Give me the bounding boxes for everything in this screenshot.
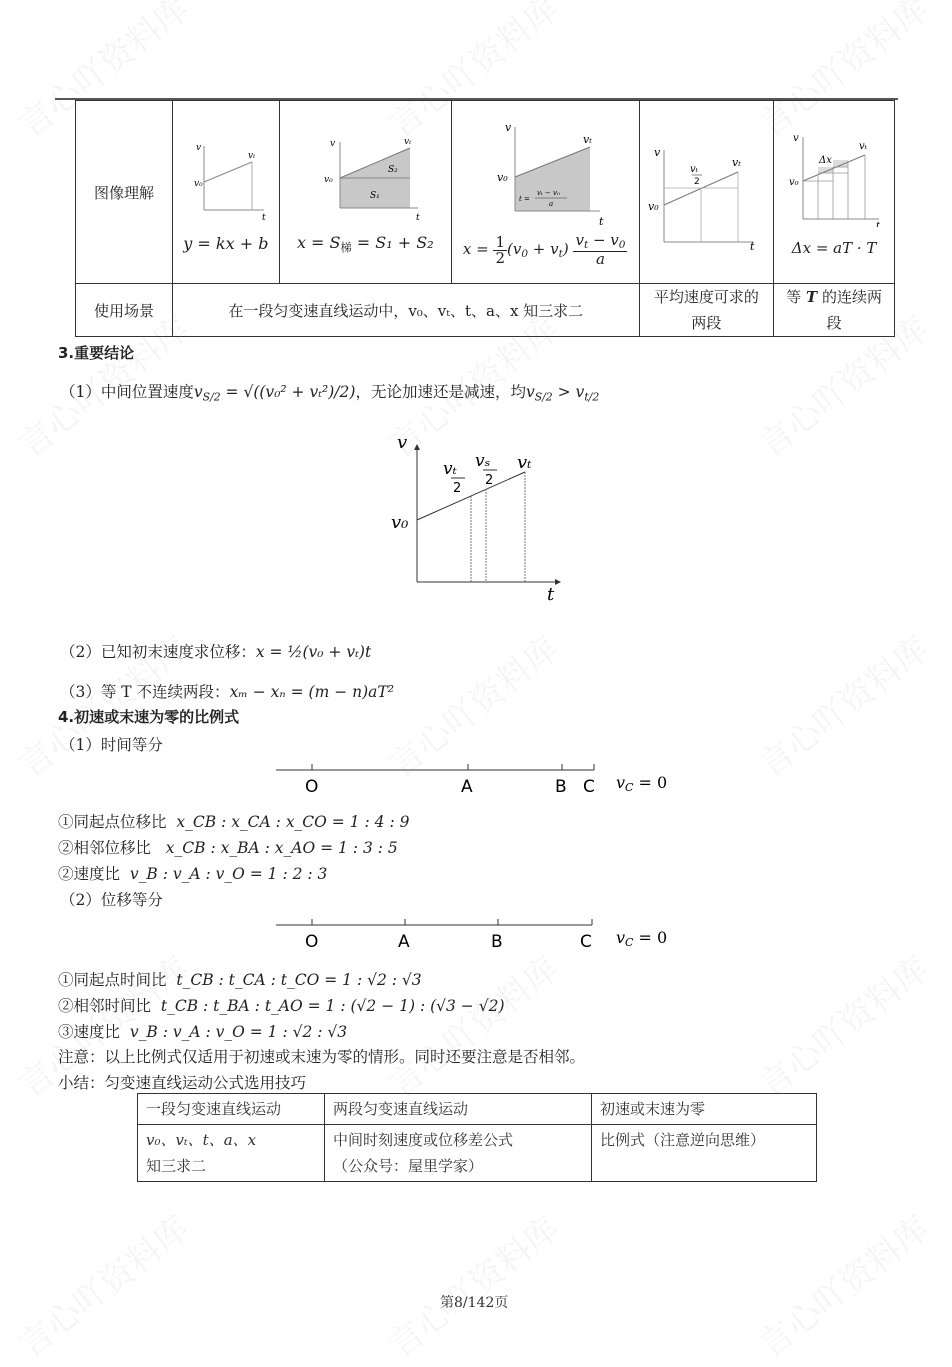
- graph-cell-average: [639, 101, 774, 284]
- watermark: [747, 942, 938, 1106]
- vt-graph-linear: [176, 132, 276, 222]
- number-line-displacement: [270, 913, 680, 953]
- svg-text:t: t: [261, 212, 266, 222]
- vt-graph-average: [646, 130, 766, 250]
- number-line-time: [270, 758, 680, 798]
- svg-text:vₜ: vₜ: [517, 452, 532, 473]
- watermark: [747, 622, 938, 786]
- svg-text:C: C: [580, 932, 592, 952]
- svg-text:vₜ − v₀: vₜ − v₀: [537, 189, 560, 198]
- watermark: [377, 1202, 568, 1366]
- row-label-graph: 图像理解: [76, 101, 173, 284]
- svg-text:t: t: [876, 221, 881, 227]
- watermark: [747, 1202, 938, 1366]
- vt-graph-delta: [779, 127, 889, 227]
- svg-text:v₀: v₀: [497, 171, 508, 185]
- summary-cell-1: v₀、vₜ、t、a、x 知三求二: [138, 1125, 325, 1182]
- svg-text:2: 2: [485, 473, 494, 488]
- ratio-disp-2: ②相邻时间比 t_CB : t_BA : t_AO = 1 : (√2 − 1) : (√3 − √2): [58, 997, 505, 1015]
- formula-linear: y = kx + b: [183, 233, 269, 253]
- vt-graph-area: [475, 117, 615, 227]
- section-3-title: 3.重要结论: [58, 344, 135, 362]
- subsection-time-equal: （1）时间等分: [60, 736, 163, 754]
- svg-text:t: t: [750, 240, 755, 250]
- graph-cell-linear: [172, 101, 279, 284]
- svg-text:t: t: [547, 584, 555, 605]
- summary-caption: 小结：匀变速直线运动公式选用技巧: [58, 1074, 307, 1092]
- conclusion-3: （3）等 T 不连续两段：xₘ − xₙ = (m − n)aT²: [60, 683, 394, 701]
- svg-text:v₀: v₀: [789, 177, 799, 188]
- svg-text:v: v: [195, 142, 201, 153]
- svg-text:vₜ: vₜ: [732, 156, 742, 169]
- svg-text:t: t: [416, 213, 420, 224]
- watermark: [7, 1202, 198, 1366]
- page-number: 第8/142页: [440, 1295, 509, 1311]
- svg-text:v: v: [654, 146, 661, 159]
- svg-text:A: A: [461, 777, 473, 797]
- note: 注意：以上比例式仅适用于初速或末速为零的情形。同时还要注意是否相邻。: [58, 1048, 586, 1066]
- svg-text:vₜ: vₜ: [247, 150, 256, 161]
- graph-cell-delta: [774, 101, 895, 284]
- summary-table: [137, 1093, 817, 1182]
- conclusion-1: （1）中间位置速度$v_{S/2} = √((v_0^2 + v_t^2)/2)$，无论加速还是减速，均$v_{S/2} > v_{t/2}$: [60, 383, 600, 404]
- summary-header-3: 初速或末速为零: [592, 1094, 817, 1125]
- svg-text:A: A: [398, 932, 410, 952]
- graph-cell-area: [451, 101, 639, 284]
- vt-graph-midpoints: [385, 428, 575, 608]
- svg-text:2: 2: [694, 177, 701, 187]
- usage-equal-t: 等 T 的连续两段: [774, 284, 895, 337]
- ratio-disp-1: ①同起点时间比 t_CB : t_CA : t_CO = 1 : √2 : √3: [58, 971, 422, 989]
- svg-text:vₜ: vₜ: [404, 137, 412, 148]
- svg-text:S₁: S₁: [370, 191, 381, 202]
- ratio-disp-3: ③速度比 v_B : v_A : v_O = 1 : √2 : √3: [58, 1023, 348, 1041]
- section-4-title: 4.初速或末速为零的比例式: [58, 708, 240, 726]
- svg-text:v: v: [793, 133, 799, 144]
- svg-text:B: B: [491, 932, 503, 952]
- subsection-displacement-equal: （2）位移等分: [60, 891, 163, 909]
- svg-text:O: O: [305, 932, 319, 952]
- row-label-usage: 使用场景: [76, 284, 173, 337]
- svg-text:O: O: [305, 777, 319, 797]
- usage-average: 平均速度可求的两段: [639, 284, 774, 337]
- formula-delta: Δx = aT · T: [791, 239, 877, 257]
- svg-text:C: C: [583, 777, 595, 797]
- svg-text:t: t: [599, 215, 604, 228]
- svg-text:v: v: [505, 121, 512, 135]
- formula-table: [75, 100, 895, 337]
- svg-text:v: v: [330, 139, 336, 150]
- svg-text:t =: t =: [519, 195, 531, 204]
- svg-text:vₜ: vₜ: [690, 164, 699, 175]
- svg-text:v₀: v₀: [193, 178, 203, 189]
- svg-text:vC = 0: vC = 0: [616, 928, 668, 949]
- graph-cell-trapezoid: [279, 101, 451, 284]
- svg-text:vₜ: vₜ: [859, 141, 868, 152]
- summary-header-1: 一段匀变速直线运动: [138, 1094, 325, 1125]
- formula-area: x = $\frac{1}{2}$ $(v_0 + v_t)$ $\frac{v_t - v_0}{a}$: [462, 231, 626, 268]
- svg-text:Δx: Δx: [819, 155, 832, 166]
- summary-cell-3: 比例式（注意逆向思维）: [592, 1125, 817, 1182]
- svg-text:vC = 0: vC = 0: [616, 773, 668, 794]
- svg-text:vₛ: vₛ: [475, 451, 491, 471]
- ratio-time-2: ②相邻位移比 x_CB : x_BA : x_AO = 1 : 3 : 5: [58, 839, 398, 857]
- svg-text:2: 2: [453, 481, 462, 496]
- svg-text:B: B: [555, 777, 567, 797]
- vt-graph-trapezoid: [300, 128, 430, 223]
- conclusion-2: （2）已知初末速度求位移：x = ½(v₀ + vₜ)t: [60, 643, 372, 661]
- svg-text:v: v: [397, 432, 408, 453]
- ratio-time-3: ②速度比 v_B : v_A : v_O = 1 : 2 : 3: [58, 865, 328, 883]
- summary-cell-2: 中间时刻速度或位移差公式 （公众号：屋里学家）: [325, 1125, 592, 1182]
- summary-header-2: 两段匀变速直线运动: [325, 1094, 592, 1125]
- ratio-time-1: ①同起点位移比 x_CB : x_CA : x_CO = 1 : 4 : 9: [58, 813, 410, 831]
- svg-text:a: a: [549, 200, 554, 209]
- formula-trapezoid: $x = S_梯 = S_1 + S_2$: [296, 233, 434, 255]
- svg-text:v₀: v₀: [648, 200, 659, 213]
- svg-text:S₂: S₂: [388, 165, 399, 176]
- svg-text:v₀: v₀: [391, 512, 409, 533]
- svg-text:v₀: v₀: [324, 175, 333, 186]
- usage-one-segment: 在一段匀变速直线运动中，v₀、vₜ、t、a、x 知三求二: [172, 284, 639, 337]
- svg-text:vₜ: vₜ: [443, 459, 457, 479]
- svg-text:vₜ: vₜ: [583, 133, 593, 147]
